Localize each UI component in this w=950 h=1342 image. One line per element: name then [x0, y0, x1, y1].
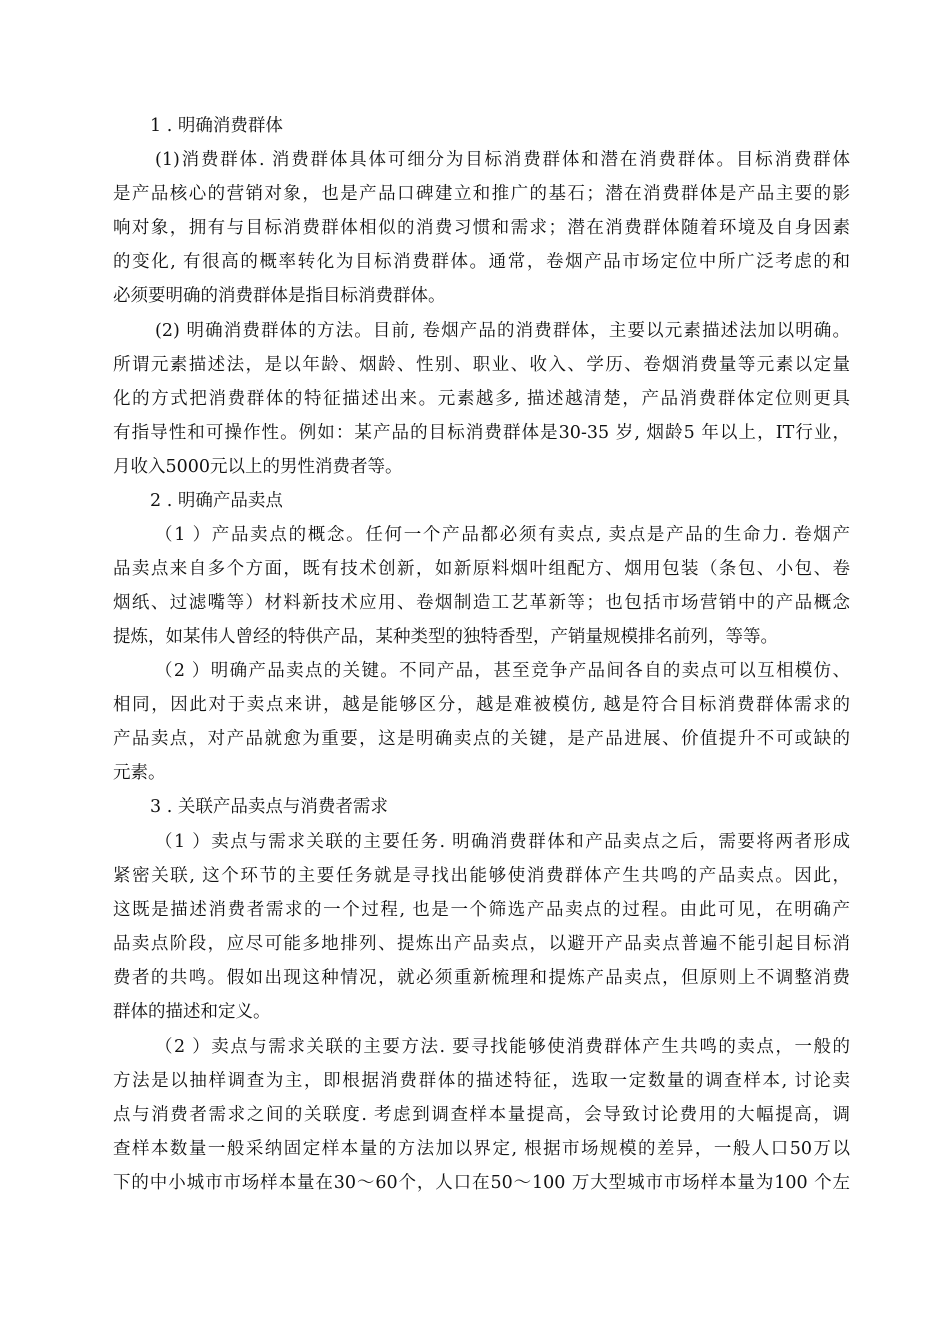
paragraph-line: （1 ）卖点与需求关联的主要任务. 明确消费群体和产品卖点之后，需要将两者形成 — [155, 832, 850, 852]
section-heading-3: 3 . 关联产品卖点与消费者需求 — [150, 797, 388, 817]
paragraph-line: 费者的共鸣。假如出现这种情况，就必须重新梳理和提炼产品卖点，但原则上不调整消费 — [113, 968, 850, 988]
paragraph-line: 元素。 — [113, 763, 166, 783]
paragraph-line: （1 ）产品卖点的概念。任何一个产品都必须有卖点, 卖点是产品的生命力. 卷烟产 — [155, 525, 850, 545]
paragraph-line: 群体的描述和定义。 — [113, 1002, 271, 1022]
paragraph-line: 品卖点来自多个方面，既有技术创新，如新原料烟叶组配方、烟用包装（条包、小包、卷 — [113, 559, 850, 579]
paragraph-line: 烟纸、过滤嘴等）材料新技术应用、卷烟制造工艺革新等；也包括市场营销中的产品概念 — [113, 593, 850, 613]
paragraph-line: 产品卖点，对产品就愈为重要，这是明确卖点的关键，是产品进展、价值提升不可或缺的 — [113, 729, 850, 749]
paragraph-line: 相同，因此对于卖点来讲，越是能够区分，越是难被模仿, 越是符合目标消费群体需求的 — [113, 695, 850, 715]
paragraph-line: 品卖点阶段，应尽可能多地排列、提炼出产品卖点，以避开产品卖点普遍不能引起目标消 — [113, 934, 850, 954]
paragraph-line: 查样本数量一般采纳固定样本量的方法加以界定, 根据市场规模的差异，一般人口50万以 — [113, 1139, 850, 1159]
paragraph-line: 这既是描述消费者需求的一个过程, 也是一个筛选产品卖点的过程。由此可见，在明确产 — [113, 900, 850, 920]
paragraph-line: 的变化, 有很高的概率转化为目标消费群体。通常，卷烟产品市场定位中所广泛考虑的和 — [113, 252, 850, 272]
paragraph-line: （2 ）明确产品卖点的关键。不同产品，甚至竞争产品间各自的卖点可以互相模仿、 — [155, 661, 850, 681]
paragraph-line: 紧密关联, 这个环节的主要任务就是寻找出能够使消费群体产生共鸣的产品卖点。因此， — [113, 866, 850, 886]
paragraph-line: 点与消费者需求之间的关联度. 考虑到调查样本量提高，会导致讨论费用的大幅提高，调 — [113, 1105, 850, 1125]
paragraph-line: 响对象，拥有与目标消费群体相似的消费习惯和需求；潜在消费群体随着环境及自身因素 — [113, 218, 850, 238]
section-heading-1: 1 . 明确消费群体 — [150, 116, 283, 136]
paragraph-line: 方法是以抽样调查为主，即根据消费群体的描述特征，选取一定数量的调查样本, 讨论卖 — [113, 1071, 850, 1091]
paragraph-line: 所谓元素描述法，是以年龄、烟龄、性别、职业、收入、学历、卷烟消费量等元素以定量 — [113, 355, 850, 375]
paragraph-line: 是产品核心的营销对象，也是产品口碑建立和推广的基石；潜在消费群体是产品主要的影 — [113, 184, 850, 204]
paragraph-line: 化的方式把消费群体的特征描述出来。元素越多, 描述越清楚，产品消费群体定位则更具 — [113, 389, 850, 409]
paragraph-line: (1)消费群体. 消费群体具体可细分为目标消费群体和潜在消费群体。目标消费群体 — [155, 150, 850, 170]
paragraph-line: 有指导性和可操作性。例如：某产品的目标消费群体是30-35 岁, 烟龄5 年以上，IT行业， — [113, 423, 850, 443]
paragraph-line: 下的中小城市市场样本量在30～60个，人口在50～100 万大型城市市场样本量为100 个左 — [113, 1173, 850, 1193]
paragraph-line: 必须要明确的消费群体是指目标消费群体。 — [113, 286, 446, 306]
paragraph-line: (2) 明确消费群体的方法。目前, 卷烟产品的消费群体，主要以元素描述法加以明确。 — [155, 321, 850, 341]
paragraph-line: 提炼，如某伟人曾经的特供产品，某种类型的独特香型，产销量规模排名前列，等等。 — [113, 627, 778, 647]
paragraph-line: 月收入5000元以上的男性消费者等。 — [113, 457, 403, 477]
section-heading-2: 2 . 明确产品卖点 — [150, 491, 283, 511]
paragraph-line: （2 ）卖点与需求关联的主要方法. 要寻找能够使消费群体产生共鸣的卖点，一般的 — [155, 1037, 850, 1057]
